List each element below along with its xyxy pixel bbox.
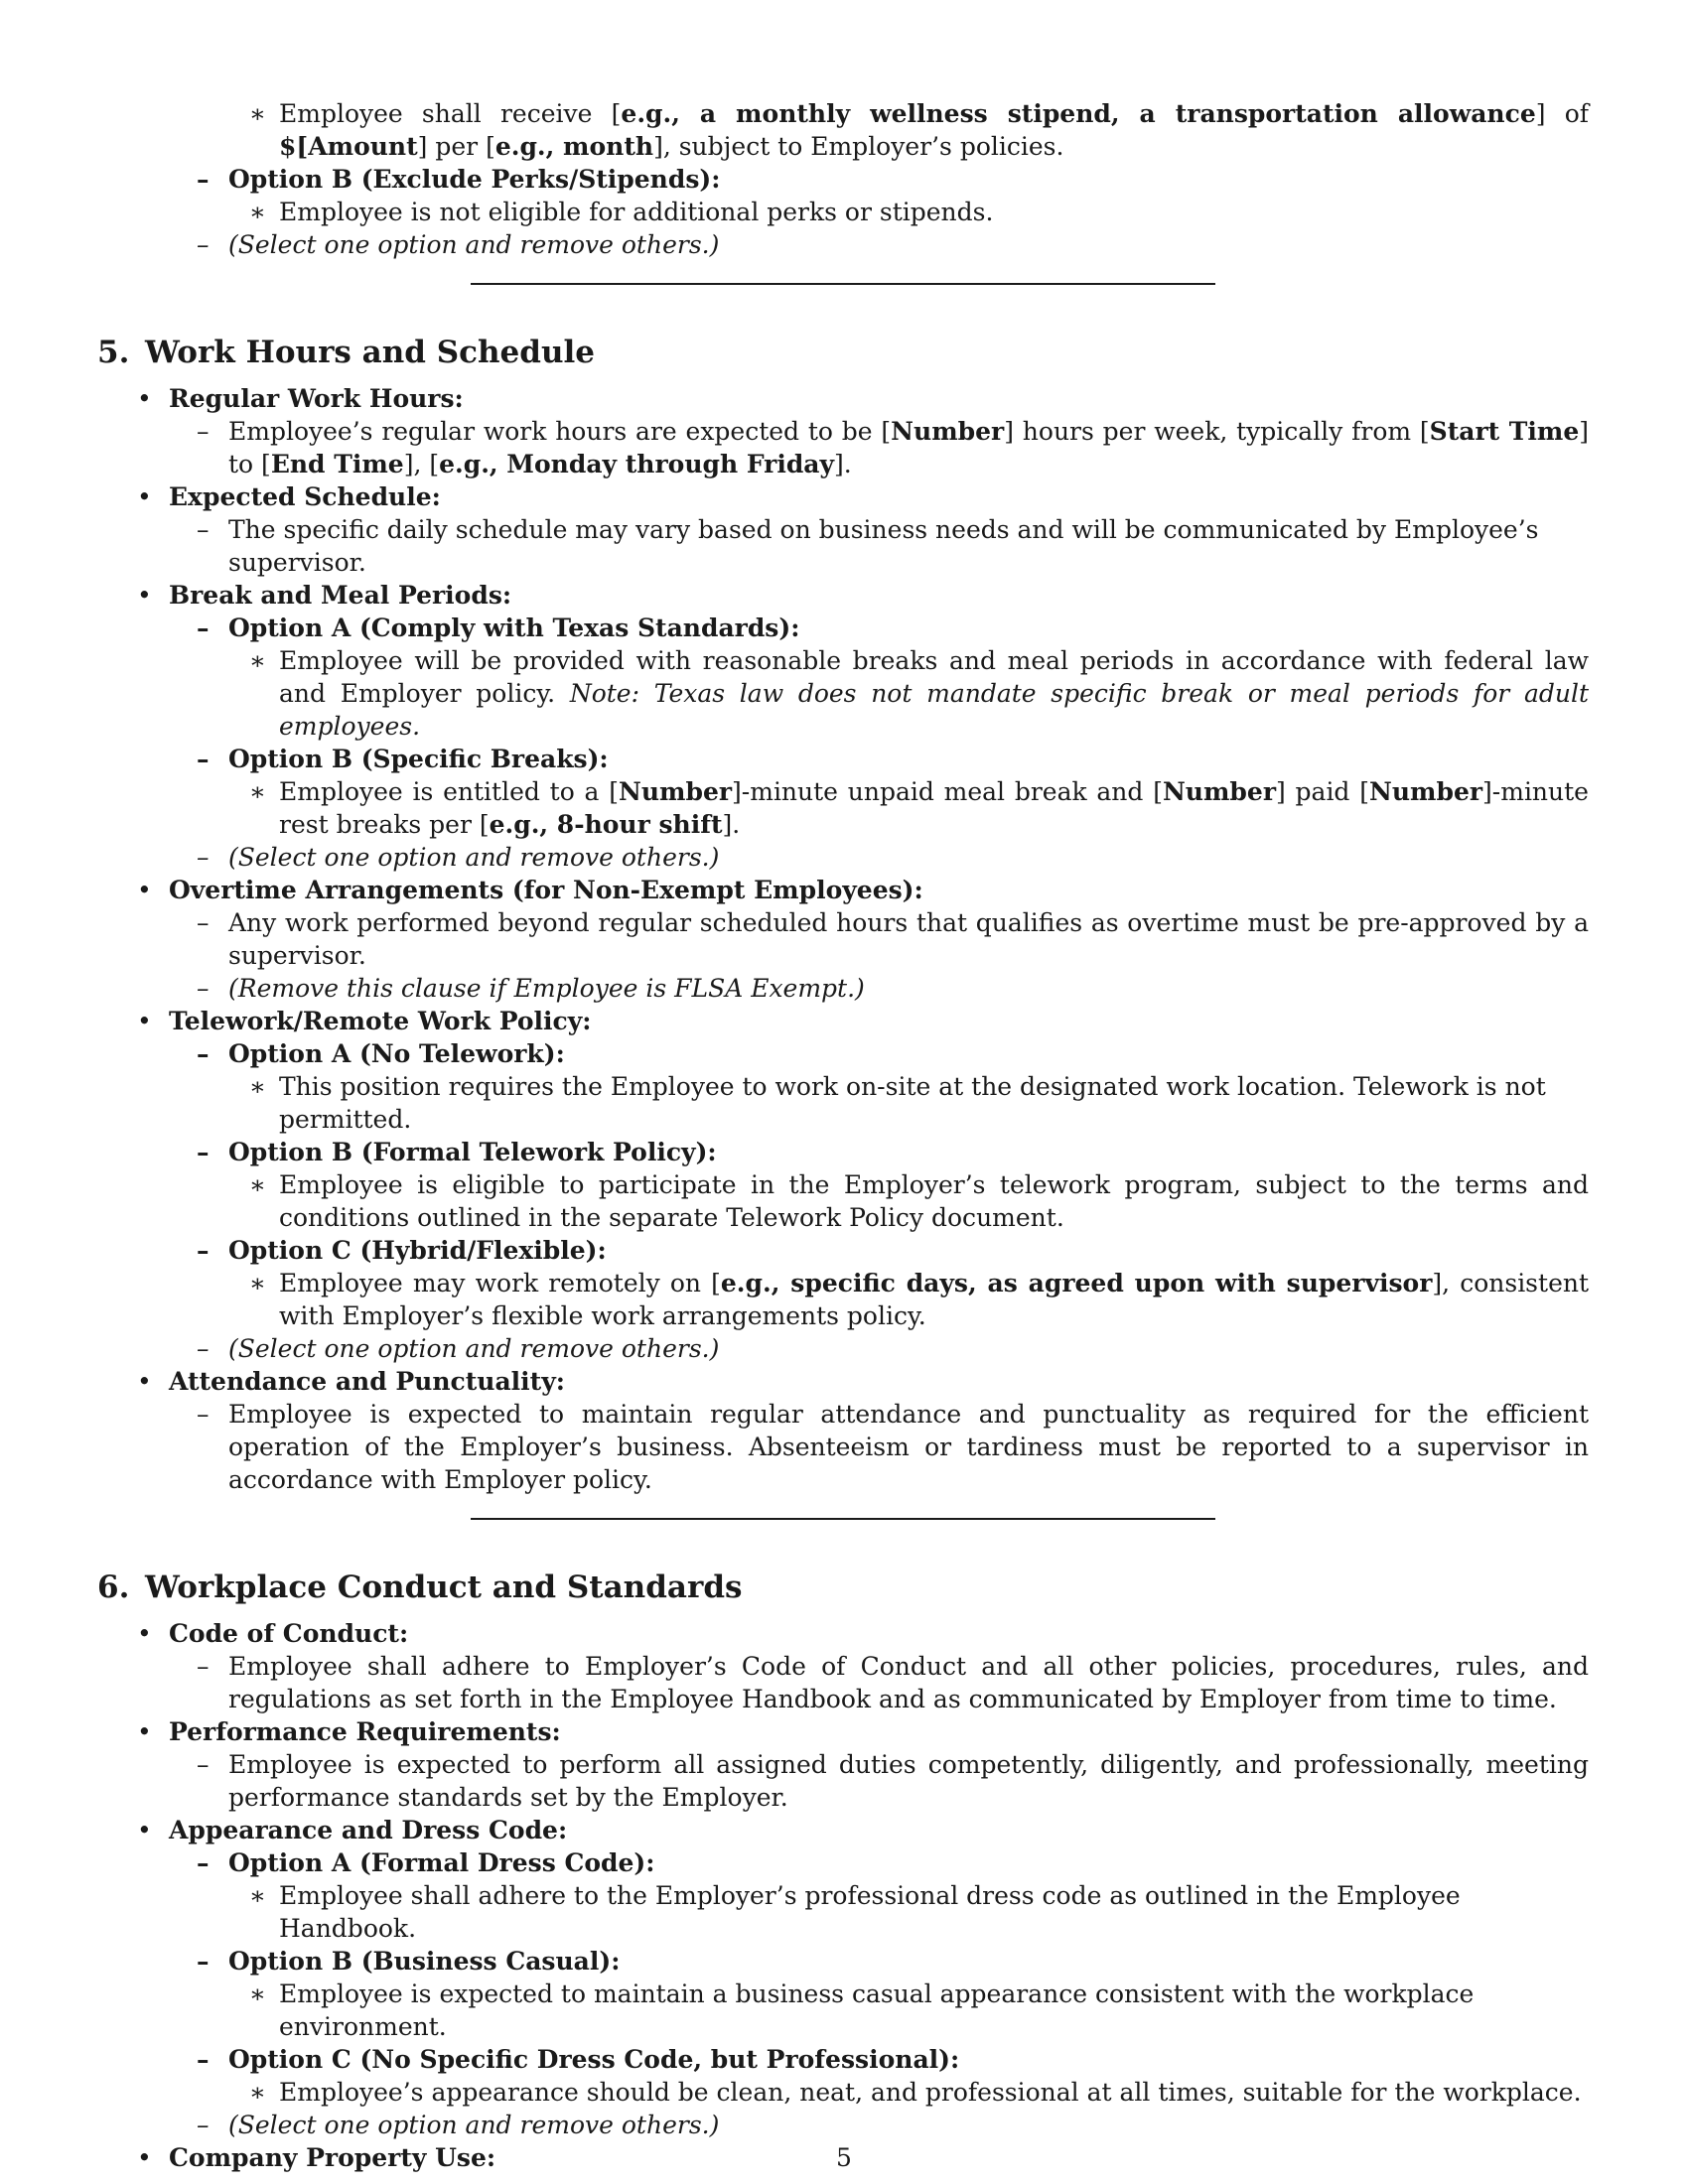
breaks-option-b-text: ∗ Employee is entitled to a [Number]-minute unpaid meal break and [Number] paid [Number]-minute rest breaks per [e.g., 8-hour shift].	[97, 775, 1589, 841]
perks-option-b-heading: – Option B (Exclude Perks/Stipends):	[97, 163, 1589, 196]
placeholder-field: Number	[618, 777, 733, 806]
document-page	[97, 97, 1589, 2174]
section-6-title: Workplace Conduct and Standards	[145, 1570, 743, 1605]
attendance-heading: • Attendance and Punctuality:	[97, 1365, 1589, 1398]
placeholder-field: Number	[1162, 777, 1276, 806]
telework-option-b-heading: – Option B (Formal Telework Policy):	[97, 1136, 1589, 1168]
dress-option-c-text: ∗ Employee’s appearance should be clean, neat, and professional at all times, suitable for the workplace.	[97, 2076, 1589, 2109]
telework-option-a-text: ∗ This position requires the Employee to work on-site at the designated work location. Telework is not permitted.	[97, 1070, 1589, 1136]
placeholder-field: $[Amount	[279, 132, 418, 161]
telework-option-c-heading: – Option C (Hybrid/Flexible):	[97, 1234, 1589, 1267]
code-of-conduct-text: – Employee shall adhere to Employer’s Code of Conduct and all other policies, procedures, rules, and regulations as set forth in the Employee Handbook and as communicated by Employer from time to time.	[97, 1650, 1589, 1715]
dress-option-b-heading: – Option B (Business Casual):	[97, 1945, 1589, 1978]
telework-heading: • Telework/Remote Work Policy:	[97, 1005, 1589, 1037]
dress-option-b-text: ∗ Employee is expected to maintain a business casual appearance consistent with the workplace environment.	[97, 1978, 1589, 2043]
company-property-heading: • Company Property Use:	[97, 2141, 1589, 2174]
performance-text: – Employee is expected to perform all assigned duties competently, diligently, and professionally, meeting performance standards set by the Employer.	[97, 1748, 1589, 1814]
dress-select-note: – (Select one option and remove others.)	[97, 2109, 1589, 2141]
code-of-conduct-heading: • Code of Conduct:	[97, 1617, 1589, 1650]
performance-heading: • Performance Requirements:	[97, 1715, 1589, 1748]
breaks-option-b-heading: – Option B (Specific Breaks):	[97, 743, 1589, 775]
breaks-option-a-body: Employee will be provided with reasonable breaks and meal periods in accordance with federal law and Employer policy.	[279, 646, 1589, 708]
attendance-text: – Employee is expected to maintain regular attendance and punctuality as required for the efficient operation of the Employer’s business. Absenteeism or tardiness must be reported to a supervisor in accordance with Employer policy.	[97, 1398, 1589, 1496]
regular-hours-heading: • Regular Work Hours:	[97, 382, 1589, 415]
overtime-text: – Any work performed beyond regular scheduled hours that qualifies as overtime must be pre-approved by a supervisor.	[97, 906, 1589, 972]
telework-select-note: – (Select one option and remove others.)	[97, 1332, 1589, 1365]
perks-option-a-text: ∗ Employee shall receive [e.g., a monthly wellness stipend, a transportation allowance] of $[Amount] per [e.g., month], subject to Employer’s policies.	[97, 97, 1589, 163]
section-5-number: 5.	[97, 335, 130, 370]
telework-option-a-heading: – Option A (No Telework):	[97, 1037, 1589, 1070]
breaks-option-a-heading: – Option A (Comply with Texas Standards):	[97, 612, 1589, 644]
section-divider	[471, 1518, 1215, 1520]
section-divider	[471, 283, 1215, 285]
telework-option-b-text: ∗ Employee is eligible to participate in the Employer’s telework program, subject to the terms and conditions outlined in the separate Telework Policy document.	[97, 1168, 1589, 1234]
section-6-number: 6.	[97, 1570, 130, 1605]
breaks-select-note: – (Select one option and remove others.)	[97, 841, 1589, 874]
expected-schedule-heading: • Expected Schedule:	[97, 480, 1589, 513]
section-5-heading	[97, 333, 1589, 372]
dress-option-a-heading: – Option A (Formal Dress Code):	[97, 1846, 1589, 1879]
placeholder-field: e.g., a monthly wellness stipend, a transportation allowance	[621, 99, 1536, 128]
placeholder-field: Start Time	[1429, 417, 1580, 446]
placeholder-field: Number	[1368, 777, 1483, 806]
placeholder-field: e.g., month	[494, 132, 654, 161]
placeholder-field: Number	[891, 417, 1005, 446]
section-5-title: Work Hours and Schedule	[145, 335, 595, 370]
telework-option-c-text: ∗ Employee may work remotely on [e.g., specific days, as agreed upon with supervisor], consistent with Employer’s flexible work arrangements policy.	[97, 1267, 1589, 1332]
placeholder-field: End Time	[270, 450, 404, 478]
overtime-note: – (Remove this clause if Employee is FLSA Exempt.)	[97, 972, 1589, 1005]
placeholder-field: e.g., 8-hour shift	[489, 810, 723, 839]
breaks-heading: • Break and Meal Periods:	[97, 579, 1589, 612]
placeholder-field: e.g., specific days, as agreed upon with supervisor	[720, 1269, 1433, 1297]
section-6-heading	[97, 1568, 1589, 1607]
dress-code-heading: • Appearance and Dress Code:	[97, 1814, 1589, 1846]
dress-option-a-text: ∗ Employee shall adhere to the Employer’s professional dress code as outlined in the Employee Handbook.	[97, 1879, 1589, 1945]
dress-option-c-heading: – Option C (No Specific Dress Code, but Professional):	[97, 2043, 1589, 2076]
placeholder-field: e.g., Monday through Friday	[439, 450, 835, 478]
breaks-option-a-text	[97, 644, 1589, 743]
overtime-heading: • Overtime Arrangements (for Non-Exempt Employees):	[97, 874, 1589, 906]
perks-option-b-text: ∗ Employee is not eligible for additional perks or stipends.	[97, 196, 1589, 228]
expected-schedule-text: – The specific daily schedule may vary based on business needs and will be communicated by Employee’s supervisor.	[97, 513, 1589, 579]
perks-select-note: – (Select one option and remove others.)	[97, 228, 1589, 261]
page-number: 5	[836, 2143, 852, 2172]
regular-hours-text: – Employee’s regular work hours are expected to be [Number] hours per week, typically from [Start Time] to [End Time], [e.g., Monday through Friday].	[97, 415, 1589, 480]
texas-law-note: Note: Texas law does not mandate specific break or meal periods for adult employees.	[279, 679, 1589, 741]
